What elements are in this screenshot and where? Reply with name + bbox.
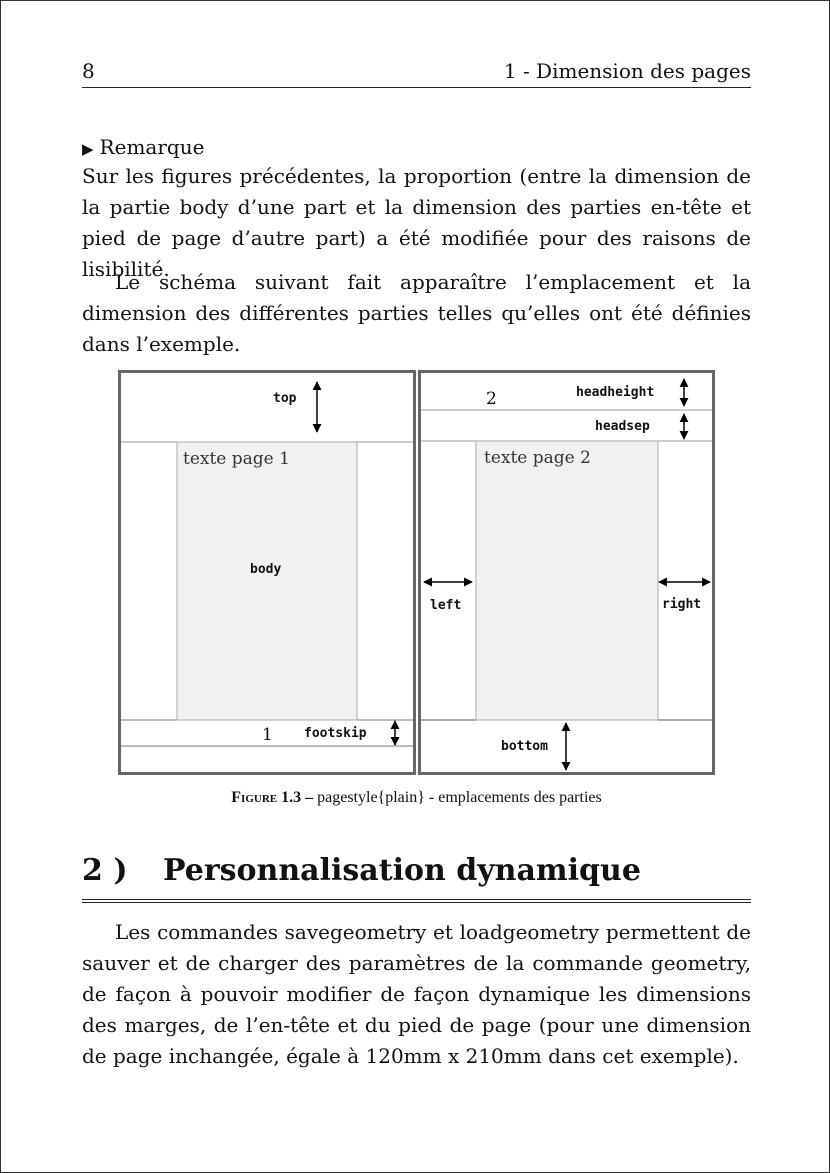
label-texte-page-2: texte page 2 <box>484 448 591 468</box>
running-header <box>82 57 751 88</box>
figure-caption <box>82 789 751 807</box>
label-bottom: bottom <box>501 739 548 754</box>
page-number: 8 <box>82 59 95 83</box>
body-paragraph-schema: Le schéma suivant fait apparaître l’emplacement et la dimension des différentes parties telles qu’elles ont été définies dans l’exemple. <box>82 270 751 356</box>
section-number: 2 ) <box>82 853 128 888</box>
label-page-number-1: 1 <box>262 725 273 745</box>
body-area-page-1 <box>177 442 357 720</box>
section-title: Personnalisation dynamique <box>163 853 641 888</box>
remark-paragraph: Sur les figures précédentes, la proportion (entre la dimension de la partie body d’une part et la dimension des parties en-tête et pied de page d’autre part) a été modifiée pour des raisons de lisibilité. <box>82 164 751 281</box>
label-headsep: headsep <box>595 419 650 434</box>
layout-diagram <box>118 370 715 776</box>
triangle-bullet-icon: ▶ <box>82 140 94 158</box>
right-page-panel <box>420 372 714 774</box>
label-left: left <box>430 598 462 613</box>
body-area-page-2 <box>476 441 658 720</box>
label-page-number-2: 2 <box>486 389 497 409</box>
body-paragraph-geometry: Les commandes savegeometry et loadgeometry permettent de sauver et de charger des paramètres de la commande geometry, de façon à pouvoir modifier de façon dynamique les dimensions des marges, de l’en-tête et du pied de page (pour une dimension de page inchangée, égale à 120mm x 210mm dans cet exemple). <box>82 920 751 1068</box>
section-heading <box>82 851 751 903</box>
running-title: 1 - Dimension des pages <box>503 59 751 83</box>
left-page-panel <box>120 372 415 774</box>
figure-caption-text: pagestyle{plain} - emplacements des parties <box>317 789 602 806</box>
remark-title: Remarque <box>99 135 205 159</box>
label-right: right <box>662 597 702 612</box>
label-headheight: headheight <box>576 385 655 400</box>
figure-label: Figure 1.3 – <box>231 789 314 806</box>
label-body: body <box>250 562 282 577</box>
label-footskip: footskip <box>304 726 367 741</box>
label-top: top <box>273 391 297 406</box>
label-texte-page-1: texte page 1 <box>183 449 290 469</box>
